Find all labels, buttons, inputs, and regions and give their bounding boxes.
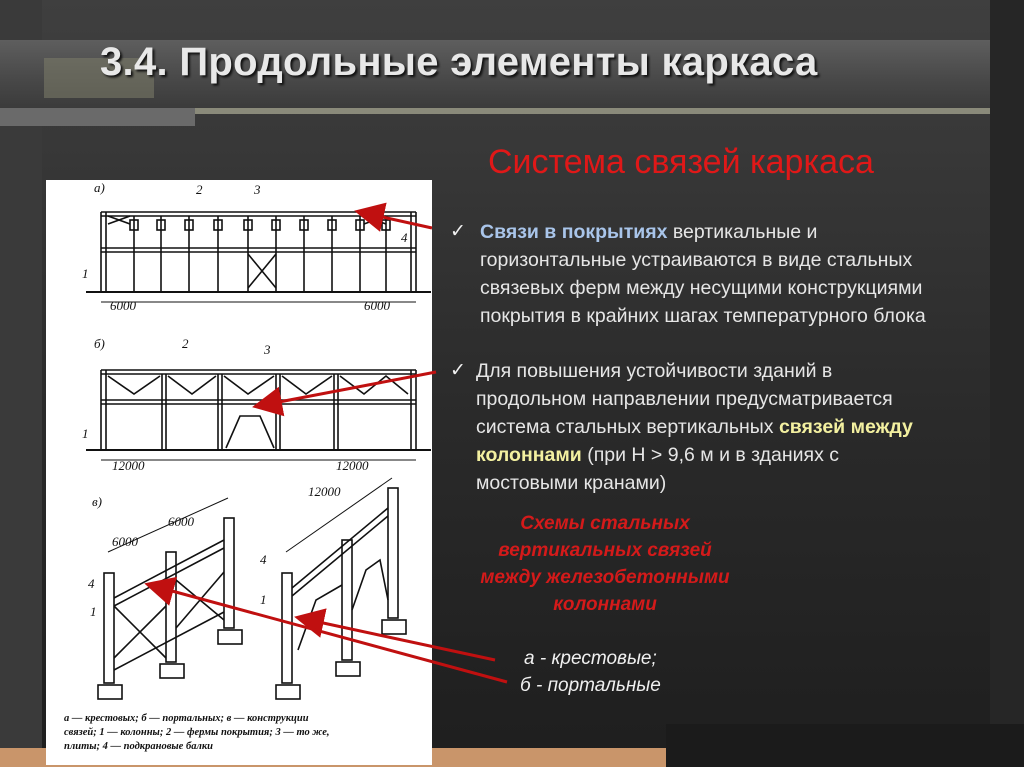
frame-drawing-figure	[46, 180, 432, 765]
scheme-heading-line-1: Схемы стальных	[520, 513, 690, 534]
bullet-2-line-3: система стальных вертикальных	[476, 416, 779, 438]
scheme-heading	[440, 510, 770, 618]
bullet-1-line-1: вертикальные и	[667, 221, 818, 243]
figure-caption-line-3: плиты; 4 — подкрановые балки	[64, 741, 214, 752]
label-v: в)	[92, 494, 102, 509]
scheme-heading-line-2: вертикальных связей	[498, 540, 712, 561]
callout-2: 2	[196, 182, 203, 197]
bullet-2-rest: (при Н > 9,6 м и в зданиях с	[581, 444, 840, 466]
dim-12000-right: 12000	[336, 458, 369, 473]
scheme-heading-line-3: между железобетонными	[480, 567, 730, 588]
bullet-column-bracing	[476, 357, 996, 497]
check-icon: ✓	[450, 360, 466, 381]
callout-1: 1	[82, 266, 89, 281]
bullet-1-line-3: связевых ферм между несущими конструкциями	[480, 277, 923, 299]
bottom-dark-block	[666, 724, 1024, 767]
bullet-1-line-2: горизонтальные устраиваются в виде стальных	[480, 249, 913, 271]
callout-4: 4	[401, 230, 408, 245]
bullet-2-last: мостовыми кранами)	[476, 472, 667, 494]
label-a: а)	[94, 180, 105, 195]
dim-6000-iso-a: 6000	[112, 534, 138, 549]
dim-6000-iso-b: 6000	[168, 514, 194, 529]
slide-subtitle: Система связей каркаса	[488, 143, 874, 181]
callout-3b: 3	[264, 342, 271, 357]
dim-6000-left: 6000	[110, 298, 136, 313]
bullet-2-bold-1: связей между	[778, 416, 913, 438]
title-tab	[0, 108, 195, 126]
callout-4d: 4	[260, 552, 267, 567]
callout-3: 3	[254, 182, 261, 197]
bullet-1-bold: Связи в покрытиях	[480, 221, 668, 243]
callout-1d: 1	[260, 592, 267, 607]
bullet-2-bold-2: колоннами	[476, 444, 582, 466]
callout-2b: 2	[182, 336, 189, 351]
callout-1b: 1	[82, 426, 89, 441]
callout-4c: 4	[88, 576, 95, 591]
bullet-1-line-4: покрытия в крайних шагах температурного блока	[480, 305, 926, 327]
scheme-heading-line-4: колоннами	[553, 594, 657, 615]
figure-caption-line-2: связей; 1 — колонны; 2 — фермы покрытия; 3 — то же,	[64, 727, 330, 738]
slide-title: 3.4. Продольные элементы каркаса	[100, 40, 818, 84]
check-icon: ✓	[450, 221, 466, 242]
legend-portal: б - портальные	[520, 675, 661, 696]
frame-drawing	[46, 180, 432, 765]
bullet-roof-bracing	[480, 218, 1000, 330]
legend-cross: а - крестовые;	[524, 648, 657, 669]
dim-12000-left: 12000	[112, 458, 145, 473]
callout-1c: 1	[90, 604, 97, 619]
dim-6000-right: 6000	[364, 298, 390, 313]
figure-caption-line-1: а — крестовых; б — портальных; в — конструкции	[64, 713, 309, 724]
dim-12000-iso: 12000	[308, 484, 341, 499]
label-b: б)	[94, 336, 105, 351]
bullet-2-line-2: продольном направлении предусматривается	[476, 388, 893, 410]
bullet-2-line-1: Для повышения устойчивости зданий в	[476, 360, 833, 382]
